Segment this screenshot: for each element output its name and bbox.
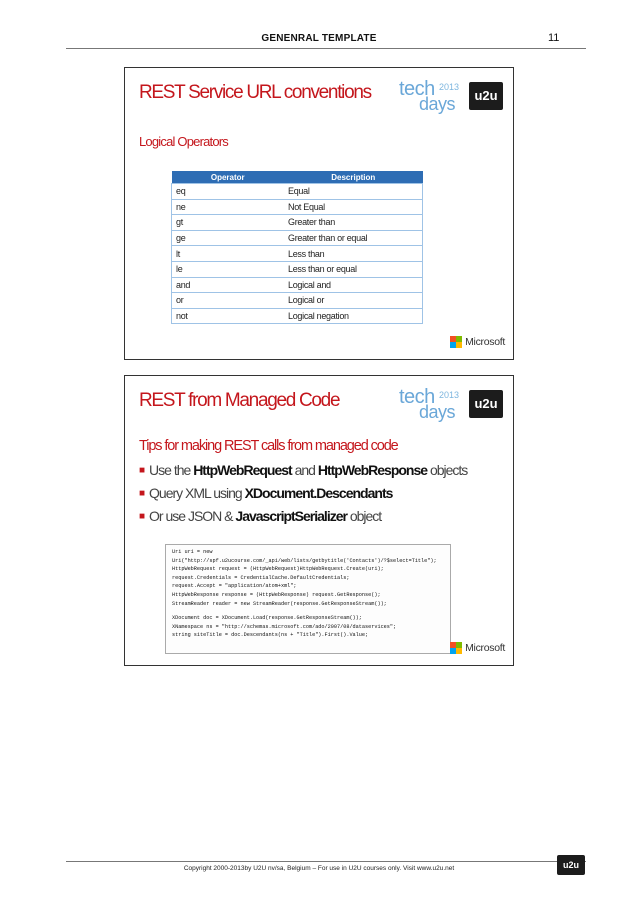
tips-bullet-list — [139, 462, 467, 531]
slide-subheading: Logical Operators — [139, 134, 229, 149]
bullet-square-icon: ■ — [139, 488, 145, 499]
code-sample — [165, 544, 451, 654]
description-cell: Logical negation — [284, 308, 423, 324]
operator-cell: lt — [172, 246, 285, 262]
operator-cell: le — [172, 261, 285, 277]
techdays-days-text: days — [419, 94, 456, 114]
microsoft-logo — [450, 335, 505, 349]
techdays-logo — [399, 386, 503, 430]
description-cell: Less than or equal — [284, 261, 423, 277]
description-cell: Logical or — [284, 293, 423, 309]
bullet-keyword: HttpWebResponse — [317, 462, 428, 478]
bullet-text: objects — [427, 462, 468, 478]
bullet-square-icon: ■ — [139, 465, 145, 476]
tips-heading: Tips for making REST calls from managed code — [139, 438, 398, 454]
operator-cell: ge — [172, 230, 285, 246]
slide-rest-url-conventions — [124, 67, 514, 360]
slide-rest-from-managed-code — [124, 375, 514, 666]
table-header-cell: Description — [284, 171, 423, 184]
code-line: request.Credentials = CredentialCache.DefaultCredentials; — [172, 574, 350, 581]
footer-copyright: Copyright 2000-2013by U2U nv/sa, Belgium – For use in U2U courses only. Visit www.u2u.net — [183, 865, 455, 872]
table-row — [172, 184, 423, 200]
table-row — [172, 277, 423, 293]
logical-operators-table — [171, 171, 423, 324]
code-line: Uri uri = new — [172, 549, 213, 555]
bullet-item — [139, 485, 467, 508]
table-row — [172, 230, 423, 246]
slide-title: REST from Managed Code — [139, 390, 340, 411]
description-cell: Not Equal — [284, 199, 423, 215]
operator-cell: not — [172, 308, 285, 324]
code-line: Uri("http://spf.u2ucourse.com/_api/web/lists/getbytitle('Contacts')/?$select=Title"); — [172, 557, 437, 564]
operator-cell: ne — [172, 199, 285, 215]
techdays-year: 2013 — [439, 82, 460, 92]
operator-cell: and — [172, 277, 285, 293]
table-row — [172, 246, 423, 262]
operator-cell: eq — [172, 184, 285, 200]
bullet-keyword: JavascriptSerializer — [235, 508, 347, 524]
operator-cell: gt — [172, 215, 285, 231]
slide-title: REST Service URL conventions — [139, 82, 371, 103]
table-row — [172, 293, 423, 309]
description-cell: Greater than — [284, 215, 423, 231]
bullet-text: and — [291, 462, 318, 478]
page-number: 11 — [548, 32, 560, 44]
microsoft-logo — [450, 641, 505, 655]
table-header-cell: Operator — [172, 171, 285, 184]
code-line: request.Accept = "application/atom+xml"; — [172, 583, 297, 590]
techdays-days-text: days — [419, 402, 456, 422]
bullet-keyword: HttpWebRequest — [193, 462, 292, 478]
code-line: XDocument doc = XDocument.Load(response.GetResponseStream()); — [172, 615, 362, 622]
code-line: string siteTitle = doc.Descendants(ns + "Title").First().Value; — [172, 632, 369, 639]
footer-divider — [66, 861, 586, 862]
header-divider — [66, 48, 586, 49]
bullet-text: object — [346, 508, 382, 524]
table-row — [172, 308, 423, 324]
techdays-tech-text: tech — [399, 386, 435, 408]
bullet-keyword: XDocument.Descendants — [244, 485, 393, 501]
techdays-tech-text: tech — [399, 78, 435, 100]
bullet-item — [139, 508, 467, 531]
bullet-text: Query XML using — [149, 485, 245, 501]
description-cell: Logical and — [284, 277, 423, 293]
description-cell: Equal — [284, 184, 423, 200]
description-cell: Less than — [284, 246, 423, 262]
description-cell: Greater than or equal — [284, 230, 423, 246]
document-header-title: GENENRAL TEMPLATE — [261, 33, 377, 44]
microsoft-wordmark: Microsoft — [465, 642, 505, 654]
u2u-logo: u2u — [469, 390, 503, 418]
techdays-year: 2013 — [439, 390, 460, 400]
operator-cell: or — [172, 293, 285, 309]
bullet-item — [139, 462, 467, 485]
bullet-square-icon: ■ — [139, 511, 145, 522]
bullet-text: Use the — [149, 462, 194, 478]
microsoft-windows-icon — [450, 642, 462, 654]
u2u-logo: u2u — [469, 82, 503, 110]
microsoft-windows-icon — [450, 336, 462, 348]
bullet-text: Or use JSON & — [149, 508, 236, 524]
u2u-footer-logo: u2u — [557, 855, 585, 875]
table-row — [172, 199, 423, 215]
code-line: StreamReader reader = new StreamReader(response.GetResponseStream()); — [172, 600, 387, 607]
code-line: HttpWebRequest request = (HttpWebRequest)HttpWebRequest.Create(uri); — [172, 566, 384, 573]
table-row — [172, 215, 423, 231]
code-line: HttpWebResponse response = (HttpWebResponse) request.GetResponse(); — [172, 591, 381, 598]
techdays-logo — [399, 78, 503, 122]
code-line: XNamespace ns = "http://schemas.microsoft.com/ado/2007/08/dataservices"; — [172, 623, 397, 630]
microsoft-wordmark: Microsoft — [465, 336, 505, 348]
table-row — [172, 261, 423, 277]
